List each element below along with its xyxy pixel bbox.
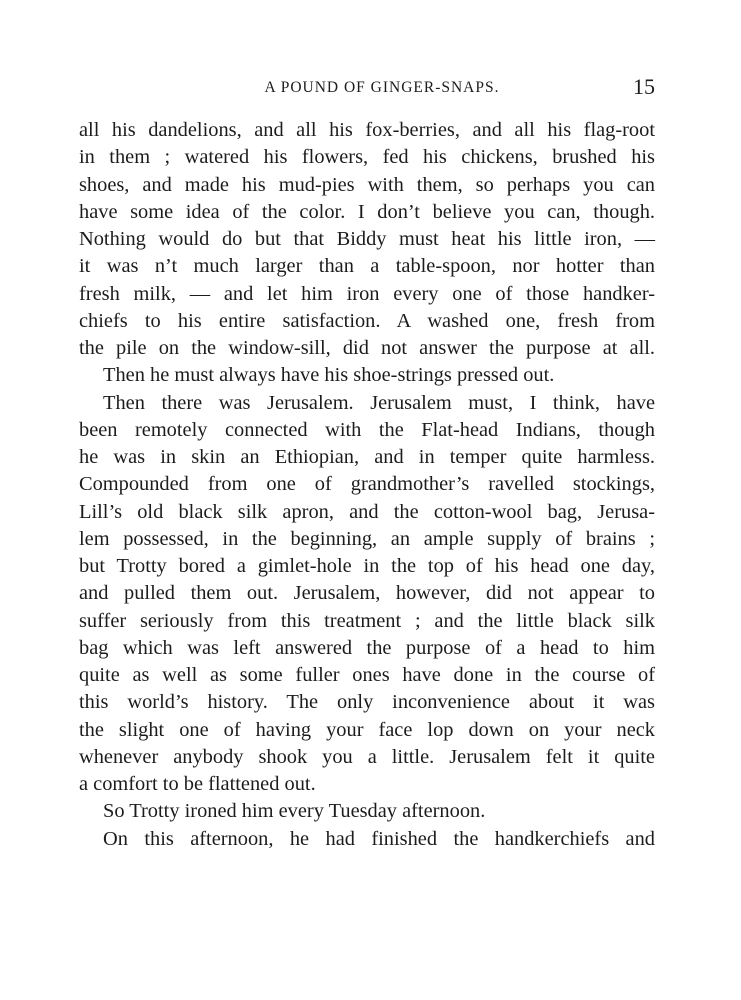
text-line: in them ; watered his flowers, fed his chickens, brushed his: [79, 146, 655, 169]
text-line: suffer seriously from this treatment ; and the little black silk: [79, 609, 655, 632]
text-line: Compounded from one of grandmother’s ravelled stockings,: [79, 473, 655, 496]
text-line: fresh milk, — and let him iron every one of those handker-: [79, 282, 655, 305]
text-line: Nothing would do but that Biddy must heat his little iron, —: [79, 228, 655, 250]
text-line: and pulled them out. Jerusalem, however, did not appear to: [79, 582, 655, 605]
text-line: he was in skin an Ethiopian, and in temper quite harmless.: [79, 446, 655, 468]
running-title: A POUND OF GINGER-SNAPS.: [264, 79, 500, 96]
text-line: this world’s history. The only inconvenience about it was: [79, 691, 655, 714]
text-line: So Trotty ironed him every Tuesday afternoon.: [103, 800, 486, 823]
text-line: it was n’t much larger than a table-spoon, nor hotter than: [79, 255, 655, 278]
text-line: On this afternoon, he had finished the handkerchiefs and: [103, 827, 655, 850]
text-line: but Trotty bored a gimlet-hole in the top of his head one day,: [79, 555, 655, 577]
text-line: the pile on the window-sill, did not answer the purpose at all.: [79, 337, 655, 359]
text-line: chiefs to his entire satisfaction. A washed one, fresh from: [79, 309, 655, 332]
text-line: the slight one of having your face lop down on your neck: [79, 718, 655, 741]
text-line: Then he must always have his shoe-strings pressed out.: [103, 364, 555, 387]
running-head: [79, 76, 655, 100]
page-number: 15: [633, 74, 655, 99]
text-line: quite as well as some fuller ones have done in the course of: [79, 664, 655, 686]
body-text: [79, 117, 655, 853]
text-line: a comfort to be flattened out.: [79, 773, 316, 795]
text-line: shoes, and made his mud-pies with them, so perhaps you can: [79, 173, 655, 196]
text-line: lem possessed, in the beginning, an ample supply of brains ;: [79, 527, 655, 550]
text-line: bag which was left answered the purpose of a head to him: [79, 636, 655, 659]
text-line: whenever anybody shook you a little. Jerusalem felt it quite: [79, 745, 655, 768]
text-line: have some idea of the color. I don’t believe you can, though.: [79, 200, 655, 223]
text-line: been remotely connected with the Flat-head Indians, though: [79, 418, 655, 441]
text-line: Then there was Jerusalem. Jerusalem must, I think, have: [103, 391, 655, 414]
text-line: Lill’s old black silk apron, and the cotton-wool bag, Jerusa-: [79, 500, 655, 523]
text-line: all his dandelions, and all his fox-berries, and all his flag-root: [79, 119, 655, 141]
